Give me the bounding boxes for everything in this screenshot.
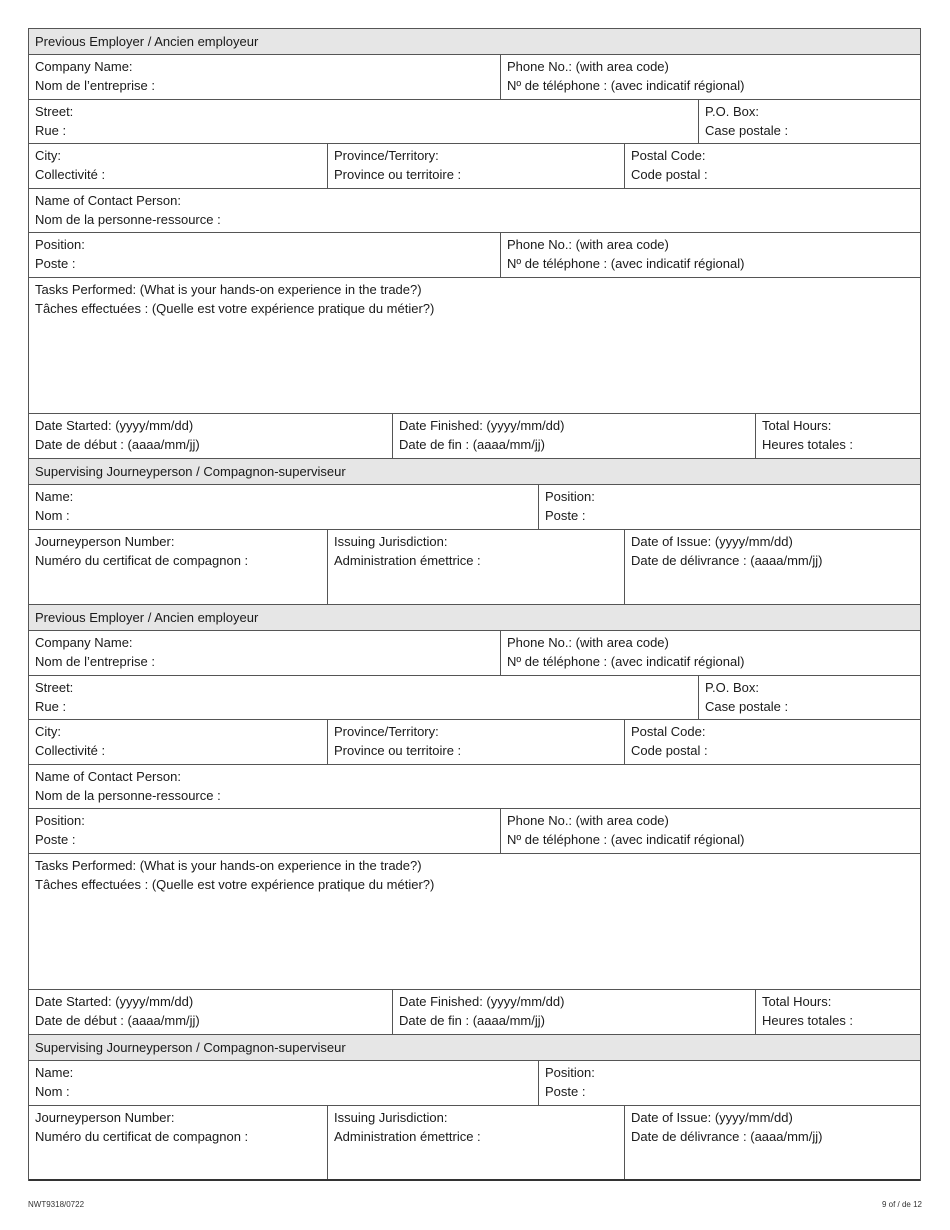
date-started-label-fr: Date de début : (aaaa/mm/jj) [35,436,200,452]
street-field[interactable] [29,676,698,719]
supervisor-name-label-en: Name: [35,1065,74,1080]
po-box-label-fr: Case postale : [705,122,789,138]
company-phone-field[interactable] [500,631,920,675]
position-field[interactable] [29,809,500,853]
phone-label-fr: Nº de téléphone : (avec indicatif régional) [507,653,745,669]
date-finished-field[interactable] [392,414,755,458]
street-label-en: Street: [35,104,74,119]
postal-code-field[interactable] [624,720,920,764]
contact-phone-field[interactable] [500,809,920,853]
company-name-label-en: Company Name: [35,59,133,74]
total-hours-field[interactable] [755,414,920,458]
city-label-fr: Collectivité : [35,742,106,758]
date-started-label-fr: Date de début : (aaaa/mm/jj) [35,1012,200,1028]
contact-phone-field[interactable] [500,233,920,277]
street-row [29,676,920,720]
province-label-en: Province/Territory: [334,724,439,739]
company-row [29,631,920,676]
supervisor-name-field[interactable] [29,485,538,529]
date-of-issue-field[interactable] [624,530,920,604]
phone-label-en: Phone No.: (with area code) [507,635,669,650]
company-name-field[interactable] [29,631,500,675]
date-of-issue-label-fr: Date de délivrance : (aaaa/mm/jj) [631,552,823,568]
contact-name-label-en: Name of Contact Person: [35,769,181,784]
supervisor-position-label-fr: Poste : [545,507,586,523]
po-box-label-en: P.O. Box: [705,104,759,119]
date-finished-label-fr: Date de fin : (aaaa/mm/jj) [399,436,545,452]
issuing-jurisdiction-label-en: Issuing Jurisdiction: [334,1110,448,1125]
employer-section-1 [28,28,921,605]
company-name-field[interactable] [29,55,500,99]
position-field[interactable] [29,233,500,277]
postal-code-label-en: Postal Code: [631,724,706,739]
date-finished-label-en: Date Finished: (yyyy/mm/dd) [399,418,565,433]
phone-label-en: Phone No.: (with area code) [507,59,669,74]
po-box-field[interactable] [698,676,920,719]
postal-code-field[interactable] [624,144,920,188]
journeyperson-number-label-en: Journeyperson Number: [35,1110,175,1125]
city-label-en: City: [35,148,61,163]
form-code: NWT9318/0722 [28,1200,85,1209]
position-label-en: Position: [35,813,85,828]
date-finished-label-en: Date Finished: (yyyy/mm/dd) [399,994,565,1009]
total-hours-label-fr: Heures totales : [762,436,854,452]
date-started-field[interactable] [29,990,392,1034]
company-name-label-en: Company Name: [35,635,133,650]
journeyperson-number-label-en: Journeyperson Number: [35,534,175,549]
date-started-label-en: Date Started: (yyyy/mm/dd) [35,418,194,433]
date-started-field[interactable] [29,414,392,458]
street-label-en: Street: [35,680,74,695]
contact-name-label-fr: Nom de la personne-ressource : [35,211,221,227]
journeyperson-number-label-fr: Numéro du certificat de compagnon : [35,1128,249,1144]
issuing-jurisdiction-label-fr: Administration émettrice : [334,552,481,568]
city-row [29,144,920,189]
certificate-row [29,1106,920,1181]
street-label-fr: Rue : [35,122,67,138]
supervisor-position-label-fr: Poste : [545,1083,586,1099]
province-label-fr: Province ou territoire : [334,742,462,758]
street-field[interactable] [29,100,698,143]
tasks-field[interactable] [29,854,920,989]
supervisor-name-label-fr: Nom : [35,507,70,523]
total-hours-label-en: Total Hours: [762,994,832,1009]
po-box-label-fr: Case postale : [705,698,789,714]
tasks-label-fr: Tâches effectuées : (Quelle est votre expérience pratique du métier?) [35,300,435,316]
po-box-field[interactable] [698,100,920,143]
city-row [29,720,920,765]
employer-section-2 [28,605,921,1181]
city-label-fr: Collectivité : [35,166,106,182]
date-finished-label-fr: Date de fin : (aaaa/mm/jj) [399,1012,545,1028]
street-row [29,100,920,144]
company-row [29,55,920,100]
employer-header: Previous Employer / Ancien employeur [35,34,259,49]
contact-phone-label-fr: Nº de téléphone : (avec indicatif régional) [507,255,745,271]
supervisor-name-field[interactable] [29,1061,538,1105]
tasks-label-en: Tasks Performed: (What is your hands-on experience in the trade?) [35,858,422,873]
phone-label-fr: Nº de téléphone : (avec indicatif régional) [507,77,745,93]
company-name-label-fr: Nom de l’entreprise : [35,77,155,93]
city-label-en: City: [35,724,61,739]
contact-name-row [29,765,920,809]
supervisor-header: Supervising Journeyperson / Compagnon-superviseur [35,464,346,479]
contact-name-field[interactable] [29,765,920,808]
supervisor-name-label-fr: Nom : [35,1083,70,1099]
contact-phone-label-en: Phone No.: (with area code) [507,813,669,828]
supervisor-position-field[interactable] [538,1061,920,1105]
page-number: 9 of / de 12 [881,1200,922,1209]
supervisor-header: Supervising Journeyperson / Compagnon-superviseur [35,1040,346,1055]
company-phone-field[interactable] [500,55,920,99]
issuing-jurisdiction-label-fr: Administration émettrice : [334,1128,481,1144]
journeyperson-number-field[interactable] [29,1106,327,1179]
issuing-jurisdiction-field[interactable] [327,530,624,604]
contact-name-field[interactable] [29,189,920,232]
province-label-fr: Province ou territoire : [334,166,462,182]
supervisor-position-label-en: Position: [545,1065,595,1080]
dates-row [29,990,920,1035]
contact-phone-label-fr: Nº de téléphone : (avec indicatif régional) [507,831,745,847]
position-row [29,809,920,854]
province-label-en: Province/Territory: [334,148,439,163]
date-finished-field[interactable] [392,990,755,1034]
date-started-label-en: Date Started: (yyyy/mm/dd) [35,994,194,1009]
employer-header-row [29,29,920,55]
supervisor-header-row [29,1035,920,1061]
supervisor-name-row [29,485,920,530]
total-hours-field[interactable] [755,990,920,1034]
postal-code-label-en: Postal Code: [631,148,706,163]
tasks-row [29,854,920,990]
employer-header: Previous Employer / Ancien employeur [35,610,259,625]
journeyperson-number-label-fr: Numéro du certificat de compagnon : [35,552,249,568]
supervisor-name-row [29,1061,920,1106]
dates-row [29,414,920,459]
tasks-row [29,278,920,414]
contact-name-label-en: Name of Contact Person: [35,193,181,208]
company-name-label-fr: Nom de l’entreprise : [35,653,155,669]
province-field[interactable] [327,144,624,188]
province-field[interactable] [327,720,624,764]
issuing-jurisdiction-field[interactable] [327,1106,624,1179]
street-label-fr: Rue : [35,698,67,714]
contact-name-label-fr: Nom de la personne-ressource : [35,787,221,803]
issuing-jurisdiction-label-en: Issuing Jurisdiction: [334,534,448,549]
city-field[interactable] [29,720,327,764]
certificate-row [29,530,920,605]
date-of-issue-label-en: Date of Issue: (yyyy/mm/dd) [631,534,793,549]
supervisor-name-label-en: Name: [35,489,74,504]
position-label-fr: Poste : [35,831,76,847]
date-of-issue-label-en: Date of Issue: (yyyy/mm/dd) [631,1110,793,1125]
supervisor-position-field[interactable] [538,485,920,529]
tasks-field[interactable] [29,278,920,413]
tasks-label-en: Tasks Performed: (What is your hands-on experience in the trade?) [35,282,422,297]
total-hours-label-en: Total Hours: [762,418,832,433]
position-row [29,233,920,278]
tasks-label-fr: Tâches effectuées : (Quelle est votre expérience pratique du métier?) [35,876,435,892]
employer-header-row [29,605,920,631]
city-field[interactable] [29,144,327,188]
contact-name-row [29,189,920,233]
journeyperson-number-field[interactable] [29,530,327,604]
position-label-fr: Poste : [35,255,76,271]
employment-history-form [28,28,921,1181]
contact-phone-label-en: Phone No.: (with area code) [507,237,669,252]
supervisor-header-row [29,459,920,485]
postal-code-label-fr: Code postal : [631,166,708,182]
date-of-issue-label-fr: Date de délivrance : (aaaa/mm/jj) [631,1128,823,1144]
position-label-en: Position: [35,237,85,252]
date-of-issue-field[interactable] [624,1106,920,1179]
postal-code-label-fr: Code postal : [631,742,708,758]
supervisor-position-label-en: Position: [545,489,595,504]
total-hours-label-fr: Heures totales : [762,1012,854,1028]
po-box-label-en: P.O. Box: [705,680,759,695]
